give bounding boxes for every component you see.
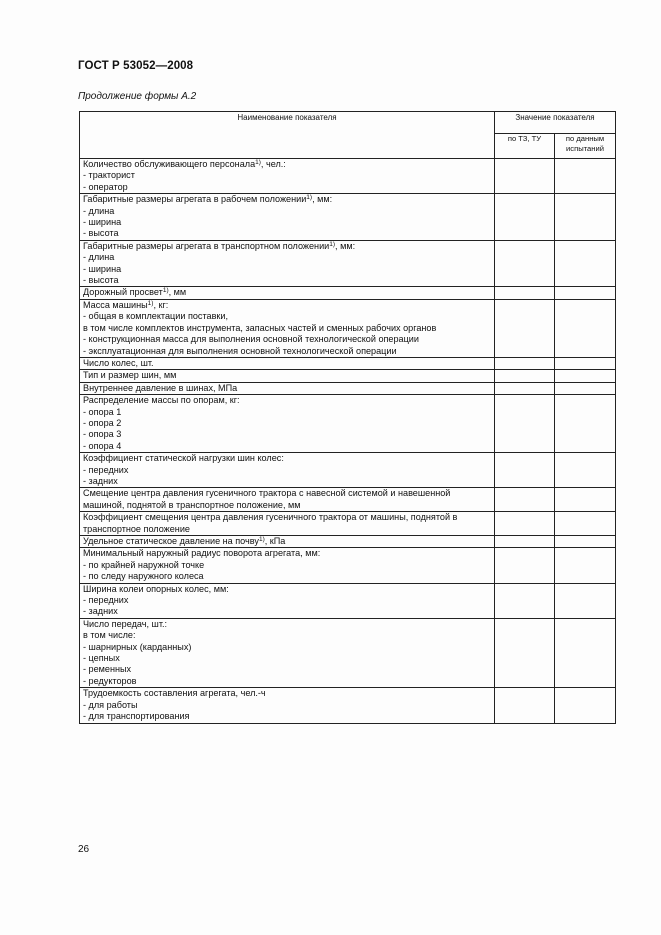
indicator-title-text: Распределение массы по опорам, кг: xyxy=(83,395,240,406)
table-row xyxy=(80,357,616,369)
page-number: 26 xyxy=(78,844,90,855)
table-row xyxy=(80,618,616,687)
value-spec-cell xyxy=(495,583,555,618)
table-row xyxy=(80,453,616,488)
value-test-cell xyxy=(555,159,616,194)
indicator-title xyxy=(83,453,491,464)
indicator-subitem: - оператор xyxy=(83,181,128,192)
indicator-name-cell xyxy=(80,370,495,382)
table-row xyxy=(80,159,616,194)
indicator-name-cell xyxy=(80,688,495,723)
indicator-subitem: - задних xyxy=(83,475,118,486)
footnote-mark: 1) xyxy=(306,194,313,202)
indicator-title-text: Тип и размер шин, мм xyxy=(83,370,177,381)
indicator-name-cell xyxy=(80,194,495,241)
indicator-title xyxy=(83,619,491,630)
table-row xyxy=(80,488,616,512)
indicator-name-cell xyxy=(80,536,495,548)
indicator-unit-text: , мм: xyxy=(312,194,333,205)
indicator-unit-text: , мм xyxy=(168,287,187,298)
indicator-subitem: в том числе комплектов инструмента, запасных частей и сменных рабочих органов xyxy=(83,322,437,333)
footnote-mark: 1) xyxy=(162,287,169,295)
indicator-title xyxy=(83,241,491,252)
value-test-cell xyxy=(555,194,616,241)
indicator-subitem: - передних xyxy=(83,464,129,475)
value-spec-cell xyxy=(495,488,555,512)
indicator-title-text: Число передач, шт.: xyxy=(83,618,168,629)
indicator-subitem: - цепных xyxy=(83,653,120,664)
value-test-cell xyxy=(555,240,616,287)
indicator-title-text: Количество обслуживающего персонала xyxy=(83,159,256,169)
value-spec-cell xyxy=(495,512,555,536)
indicator-name-cell xyxy=(80,287,495,299)
indicator-subitem: - высота xyxy=(83,228,119,239)
value-test-cell xyxy=(555,453,616,488)
table-row xyxy=(80,240,616,287)
value-test-cell xyxy=(555,299,616,357)
value-test-cell xyxy=(555,287,616,299)
indicator-title xyxy=(83,370,491,381)
indicator-name-cell xyxy=(80,395,495,453)
value-test-cell xyxy=(555,395,616,453)
indicator-subitem: - опора 4 xyxy=(83,440,122,451)
indicator-title-text: Удельное статическое давление на почву xyxy=(83,536,259,546)
value-spec-cell xyxy=(495,370,555,382)
indicator-subitem: - тракторист xyxy=(83,170,135,181)
table-row xyxy=(80,287,616,299)
table-row xyxy=(80,299,616,357)
indicator-title xyxy=(83,194,491,205)
indicator-title xyxy=(83,688,491,699)
value-test-cell xyxy=(555,548,616,583)
value-spec-cell xyxy=(495,240,555,287)
value-spec-cell xyxy=(495,382,555,394)
indicator-name-cell xyxy=(80,299,495,357)
column-header-indicator-value: Значение показателя xyxy=(495,112,616,134)
indicator-subitem: - опора 3 xyxy=(83,429,122,440)
indicator-subitem: - ширина xyxy=(83,217,122,228)
indicator-title xyxy=(83,512,491,535)
value-spec-cell xyxy=(495,287,555,299)
value-test-cell xyxy=(555,512,616,536)
indicator-title-text: Коэффициент смещения центра давления гусеничного трактора от машины, поднятой в транспортное положение xyxy=(83,512,458,534)
indicator-title-text: Число колес, шт. xyxy=(83,357,154,368)
indicator-title xyxy=(83,300,491,311)
value-spec-cell xyxy=(495,453,555,488)
indicator-title-text: Дорожный просвет xyxy=(83,287,163,298)
footnote-mark: 1) xyxy=(147,299,154,307)
value-test-cell xyxy=(555,382,616,394)
table-row xyxy=(80,194,616,241)
value-spec-cell xyxy=(495,688,555,723)
table-row xyxy=(80,395,616,453)
footnote-mark: 1) xyxy=(255,159,261,166)
indicator-subitem: - опора 2 xyxy=(83,417,122,428)
footnote-mark: 1) xyxy=(329,240,336,248)
value-spec-cell xyxy=(495,357,555,369)
value-spec-cell xyxy=(495,548,555,583)
indicator-title-text: Внутреннее давление в шинах, МПа xyxy=(83,382,238,393)
indicator-name-cell xyxy=(80,357,495,369)
value-test-cell xyxy=(555,370,616,382)
value-spec-cell xyxy=(495,536,555,548)
indicator-subitem: в том числе: xyxy=(83,630,136,641)
indicator-name-cell xyxy=(80,453,495,488)
value-spec-cell xyxy=(495,618,555,687)
indicator-title xyxy=(83,358,491,369)
form-continuation-caption: Продолжение формы А.2 xyxy=(78,91,197,102)
indicator-name-cell xyxy=(80,618,495,687)
indicator-subitem: - для работы xyxy=(83,699,138,710)
indicator-subitem: - ременных xyxy=(83,664,132,675)
document-code: ГОСТ Р 53052—2008 xyxy=(78,60,194,72)
indicator-name-cell xyxy=(80,512,495,536)
indicator-unit-text: , кПа xyxy=(264,536,286,546)
footnote-mark: 1) xyxy=(258,536,265,543)
column-header-indicator-name: Наименование показателя xyxy=(80,112,495,159)
value-spec-cell xyxy=(495,299,555,357)
column-header-spec: по ТЗ, ТУ xyxy=(495,134,555,159)
indicator-title xyxy=(83,287,491,298)
indicator-subitem: - конструкционная масса для выполнения основной технологической операции xyxy=(83,334,419,345)
indicator-title-text: Габаритные размеры агрегата в транспортном положении xyxy=(83,240,330,251)
indicators-table xyxy=(79,111,616,724)
indicator-name-cell xyxy=(80,548,495,583)
indicator-subitem: - общая в комплектации поставки, xyxy=(83,311,229,322)
table-row xyxy=(80,512,616,536)
value-test-cell xyxy=(555,536,616,548)
value-test-cell xyxy=(555,583,616,618)
table-row xyxy=(80,548,616,583)
indicator-title-text: Масса машины xyxy=(83,299,148,310)
indicator-subitem: - по крайней наружной точке xyxy=(83,559,205,570)
table-row xyxy=(80,536,616,548)
indicator-title-text: Габаритные размеры агрегата в рабочем положении xyxy=(83,194,307,205)
table-row xyxy=(80,382,616,394)
table-row xyxy=(80,583,616,618)
indicator-subitem: - шарнирных (карданных) xyxy=(83,641,192,652)
table-row xyxy=(80,370,616,382)
indicator-title xyxy=(83,536,491,547)
indicator-title xyxy=(83,584,491,595)
indicator-unit-text: , чел.: xyxy=(260,159,286,169)
indicator-title xyxy=(83,548,491,559)
indicator-subitem: - ширина xyxy=(83,263,122,274)
indicator-title-text: Трудоемкость составления агрегата, чел.-ч xyxy=(83,688,266,699)
indicator-name-cell xyxy=(80,382,495,394)
value-spec-cell xyxy=(495,159,555,194)
indicator-subitem: - задних xyxy=(83,606,118,617)
indicator-title-text: Ширина колеи опорных колес, мм: xyxy=(83,583,229,594)
indicator-subitem: - высота xyxy=(83,275,119,286)
indicator-name-cell xyxy=(80,583,495,618)
value-test-cell xyxy=(555,357,616,369)
indicator-name-cell xyxy=(80,159,495,194)
indicator-title xyxy=(83,395,491,406)
indicator-subitem: - длина xyxy=(83,205,115,216)
indicator-subitem: - опора 1 xyxy=(83,406,122,417)
table-row xyxy=(80,688,616,723)
indicator-unit-text: , кг: xyxy=(153,299,169,310)
indicator-title-text: Минимальный наружный радиус поворота агрегата, мм: xyxy=(83,548,321,559)
value-spec-cell xyxy=(495,194,555,241)
indicator-title-text: Смещение центра давления гусеничного трактора с навесной системой и навешенной машиной, поднятой в транспортное положение, мм xyxy=(83,488,451,510)
value-spec-cell xyxy=(495,395,555,453)
indicator-unit-text: , мм: xyxy=(335,240,356,251)
indicator-title-text: Коэффициент статической нагрузки шин колес: xyxy=(83,453,284,464)
value-test-cell xyxy=(555,618,616,687)
indicator-subitem: - редукторов xyxy=(83,675,137,686)
indicator-subitem: - по следу наружного колеса xyxy=(83,571,204,582)
value-test-cell xyxy=(555,688,616,723)
column-header-test-data: по данным испытаний xyxy=(555,134,616,159)
indicator-name-cell xyxy=(80,240,495,287)
indicator-title xyxy=(83,383,491,394)
indicator-title xyxy=(83,488,491,511)
indicator-subitem: - длина xyxy=(83,252,115,263)
value-test-cell xyxy=(555,488,616,512)
indicator-name-cell xyxy=(80,488,495,512)
indicator-subitem: - передних xyxy=(83,595,129,606)
indicator-subitem: - эксплуатационная для выполнения основной технологической операции xyxy=(83,345,397,356)
indicator-subitem: - для транспортирования xyxy=(83,711,190,722)
indicator-title xyxy=(83,159,491,170)
